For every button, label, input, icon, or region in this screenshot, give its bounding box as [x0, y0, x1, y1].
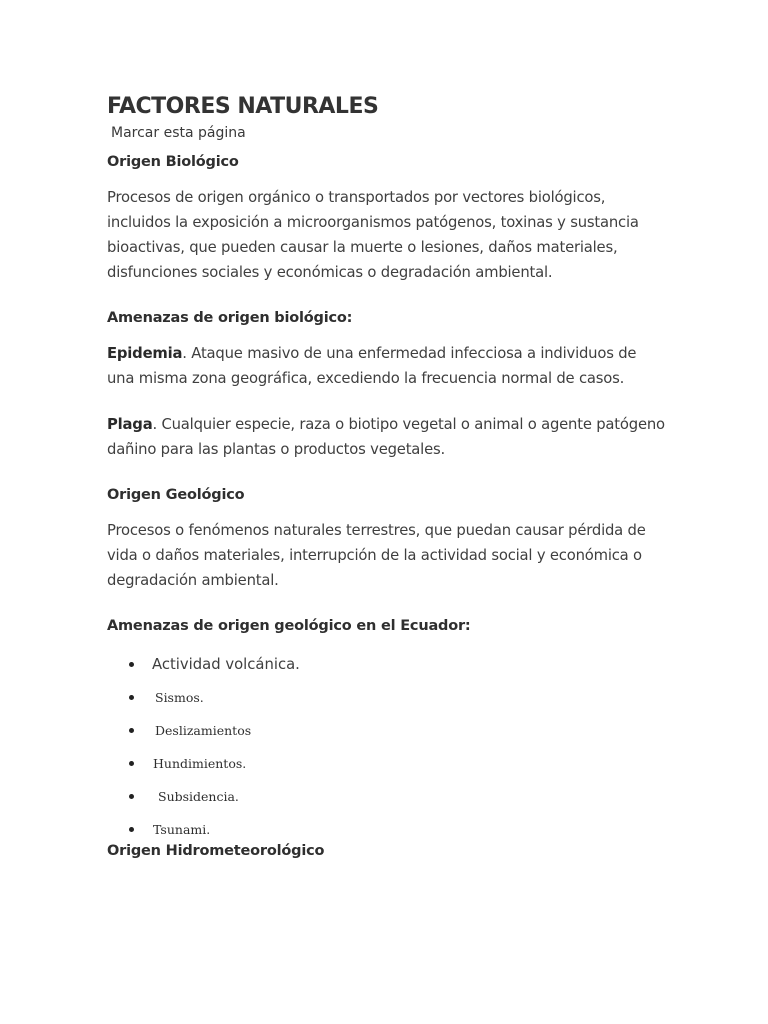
list-item: Sismos. — [107, 686, 667, 719]
term-plaga: Plaga — [107, 416, 153, 433]
heading-origen-hidrometeorologico: Origen Hidrometeorológico — [107, 843, 325, 859]
paragraph-plaga — [107, 412, 667, 462]
list-item: Tsunami. — [107, 818, 667, 851]
list-item: Actividad volcánica. — [107, 653, 667, 686]
bullet-icon — [129, 695, 134, 700]
geo-threats-list — [107, 653, 667, 851]
heading-origen-geologico: Origen Geológico — [107, 487, 245, 503]
bookmark-link[interactable]: Marcar esta página — [111, 125, 246, 141]
heading-amenazas-biologico: Amenazas de origen biológico: — [107, 310, 353, 326]
bullet-icon — [129, 827, 134, 832]
list-item: Hundimientos. — [107, 752, 667, 785]
paragraph-epidemia — [107, 341, 667, 391]
list-item: Deslizamientos — [107, 719, 667, 752]
bullet-icon — [129, 728, 134, 733]
definition-plaga: . Cualquier especie, raza o biotipo vegetal o animal o agente patógeno dañino para las plantas o productos vegetales. — [107, 416, 665, 458]
list-item: Subsidencia. — [107, 785, 667, 818]
term-epidemia: Epidemia — [107, 345, 183, 362]
heading-amenazas-geologico: Amenazas de origen geológico en el Ecuador: — [107, 618, 471, 634]
document-content — [107, 92, 667, 861]
page-title: FACTORES NATURALES — [107, 94, 379, 119]
bullet-icon — [129, 761, 134, 766]
heading-origen-biologico: Origen Biológico — [107, 154, 239, 170]
paragraph-origen-biologico: Procesos de origen orgánico o transportados por vectores biológicos, incluidos la exposición a microorganismos patógenos, toxinas y sustancia bioactivas, que pueden causar la muerte o lesiones, daños materiales, disfunciones sociales y económicas o degradación ambiental. — [107, 189, 639, 281]
definition-epidemia: . Ataque masivo de una enfermedad infecciosa a individuos de una misma zona geográfica, excediendo la frecuencia normal de casos. — [107, 345, 637, 387]
bullet-icon — [129, 662, 134, 667]
bullet-icon — [129, 794, 134, 799]
paragraph-origen-geologico: Procesos o fenómenos naturales terrestres, que puedan causar pérdida de vida o daños materiales, interrupción de la actividad social y económica o degradación ambiental. — [107, 522, 646, 589]
